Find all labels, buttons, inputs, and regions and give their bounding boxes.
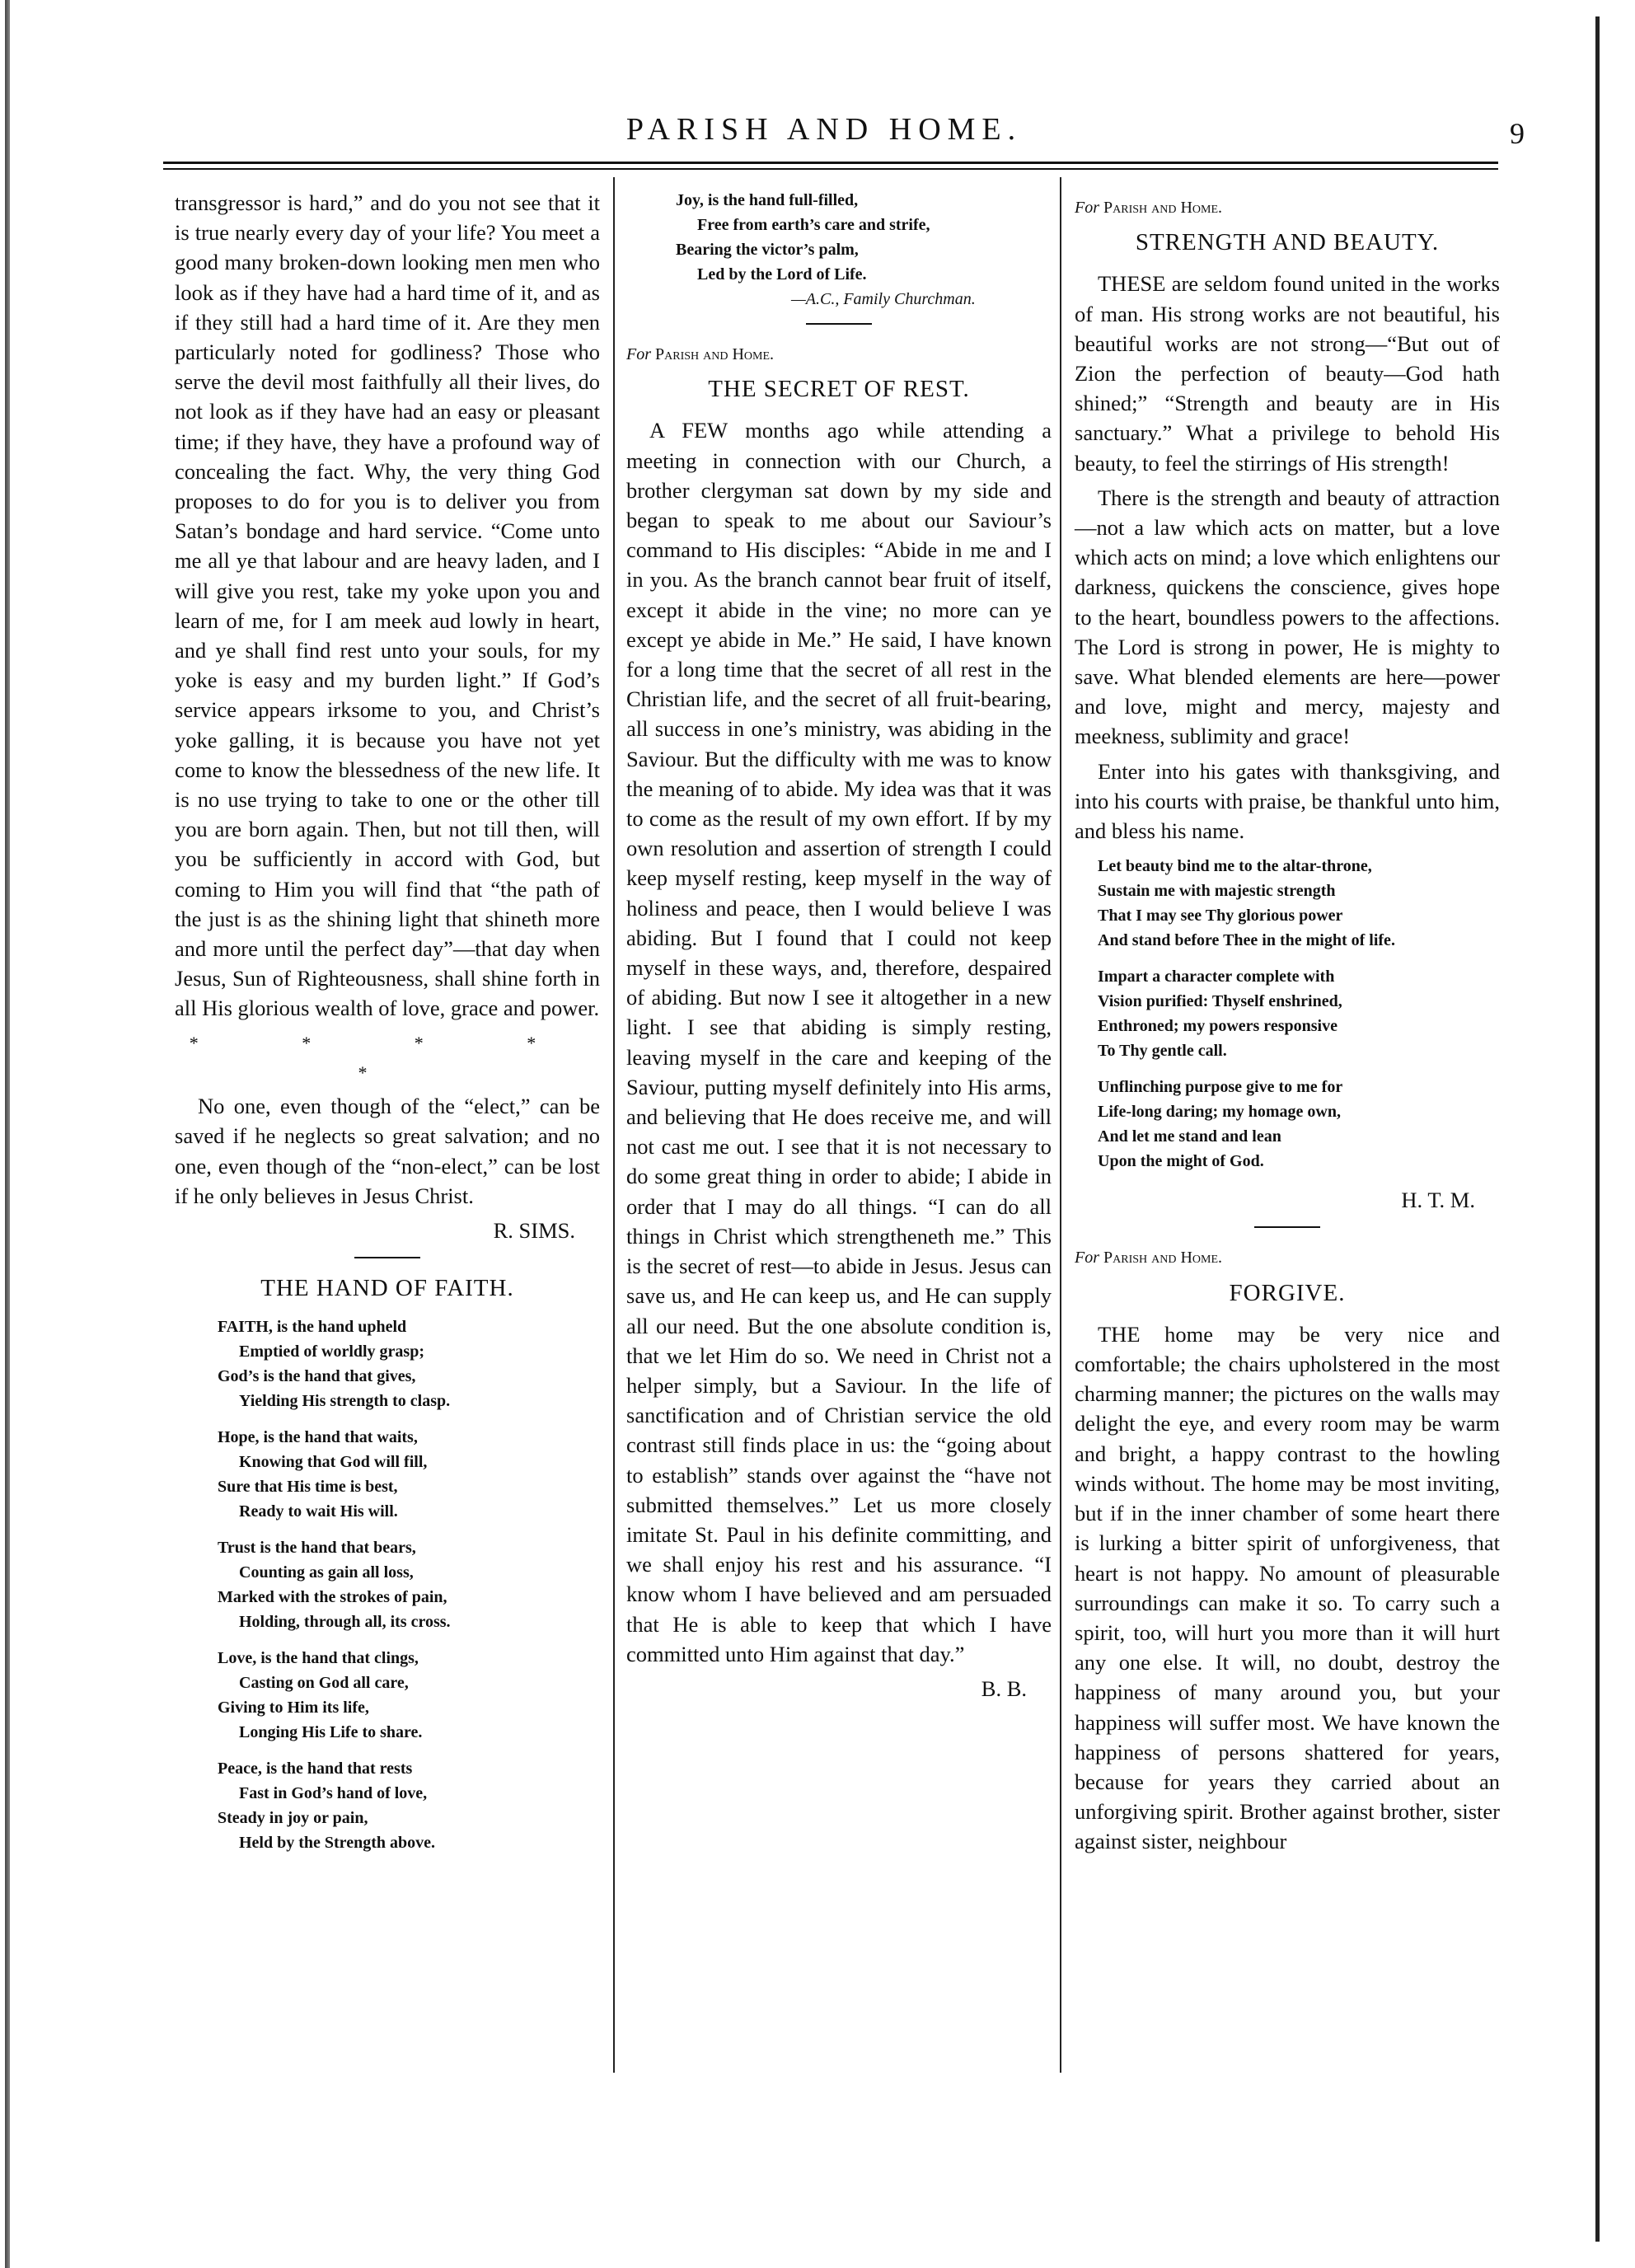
article-title: FORGIVE. — [1229, 1279, 1346, 1306]
poem-line: Marked with the strokes of pain, — [218, 1588, 447, 1607]
poem-line: Sure that His time is best, — [218, 1478, 398, 1497]
paragraph: THE home may be very nice and comfortable; the chairs upholstered in the most charming manner; the pictures on the walls may delight the eye, and every room may be warm and bright, a happy contrast to the howling winds without. The home may be most inviting, but if in the inner chamber of some heart there is lurking a bitter spirit of unforgiveness, that heart is not happy. No amount of pleasurable surroundings can make it so. To carry such a spirit, too, will hurt you more than it will hurt any one else. It will, no doubt, destroy the happiness of many around you, but your happiness will suffer most. We have known the happiness of persons shattered for years, because for years they carried about an unforgiving spirit. Brother against brother, sister against sister, neighbour — [1075, 1321, 1500, 1854]
poem-line: Upon the might of God. — [1098, 1152, 1264, 1171]
poem-line: Enthroned; my powers responsive — [1098, 1017, 1338, 1036]
poem-line: Unflinching purpose give to me for — [1098, 1078, 1343, 1097]
author-signature: R. SIMS. — [493, 1217, 575, 1243]
source-prefix: For — [626, 345, 651, 363]
source-prefix: For — [1075, 1249, 1099, 1268]
source-publication: Parish and Home. — [1103, 1249, 1223, 1268]
poem-line: Hope, is the hand that waits, — [218, 1428, 418, 1447]
column-2 — [626, 188, 1052, 1710]
poem-line: Peace, is the hand that rests — [218, 1760, 413, 1778]
article-title: STRENGTH AND BEAUTY. — [1135, 229, 1440, 256]
author-signature: B. B. — [981, 1675, 1027, 1701]
source-publication: Parish and Home. — [1103, 199, 1223, 217]
section-source — [1075, 1243, 1500, 1272]
stanza — [1098, 854, 1500, 953]
poem-title: THE HAND OF FAITH. — [260, 1275, 514, 1302]
stanza — [1098, 964, 1500, 1063]
scan-edge-right — [1595, 16, 1600, 2242]
poem-hand-of-faith — [175, 1314, 600, 1855]
poem-line: Life-long daring; my homage own, — [1098, 1103, 1341, 1122]
scan-edge-left — [5, 0, 10, 2268]
poem-line: Led by the Lord of Life. — [697, 265, 867, 284]
poem-line: Vision purified: Thyself enshrined, — [1098, 992, 1342, 1011]
poem-line: Free from earth’s care and strife, — [697, 216, 930, 234]
poem-line: Emptied of worldly grasp; — [239, 1343, 424, 1361]
poem-line: Knowing that God will fill, — [239, 1453, 428, 1472]
poem-line: And stand before Thee in the might of life. — [1098, 931, 1395, 950]
column-3 — [1075, 188, 1500, 1862]
stanza — [218, 1425, 600, 1524]
column-1 — [175, 188, 600, 1867]
poem-line: Yielding His strength to clasp. — [239, 1392, 451, 1411]
divider — [354, 1257, 420, 1258]
poem-strength-beauty — [1075, 854, 1500, 1174]
poem-line: Giving to Him its life, — [218, 1699, 369, 1717]
poem-line: Bearing the victor’s palm, — [676, 241, 859, 259]
stanza — [218, 1314, 600, 1413]
poem-line: Ready to wait His will. — [239, 1502, 398, 1521]
section-source — [1075, 193, 1500, 223]
poem-line: FAITH, is the hand upheld — [218, 1318, 407, 1337]
poem-line: Casting on God all care, — [239, 1674, 409, 1693]
paragraph: There is the strength and beauty of attraction—not a law which acts on matter, but a love which acts on mind; a love which enlightens our darkness, quickens the conscience, gives hope to the heart, boundless powers to the affections. The Lord is strong in power, He is mighty to save. What blended elements are here—power and love, might and mercy, majesty and meekness, sublimity and grace! — [1075, 485, 1500, 749]
stanza — [218, 1535, 600, 1634]
poem-line: Joy, is the hand full-filled, — [676, 191, 859, 209]
poem-line: Held by the Strength above. — [239, 1834, 435, 1853]
stanza — [218, 1646, 600, 1745]
poem-line: God’s is the hand that gives, — [218, 1367, 416, 1386]
stanza — [1098, 1075, 1500, 1174]
poem-line: And let me stand and lean — [1098, 1127, 1281, 1146]
source-prefix: For — [1075, 199, 1099, 217]
paragraph: THESE are seldom found united in the works of man. His strong works are not beautiful, his beautiful works are not strong—“But out of Zion the perfection of beauty—God hath shined;” “Strength and beauty are in His sanctuary.” What a privilege to behold His beauty, to feel the stirrings of His strength! — [1075, 271, 1500, 476]
section-break: * * * * * — [189, 1032, 586, 1083]
poem-line: Steady in joy or pain, — [218, 1809, 368, 1828]
stanza — [218, 1756, 600, 1855]
paragraph: Enter into his gates with thanksgiving, and into his courts with praise, be thankful unto him, and bless his name. — [1075, 758, 1500, 844]
poem-line: Let beauty bind me to the altar-throne, — [1098, 857, 1372, 876]
paragraph: transgressor is hard,” and do you not see that it is true nearly every day of your life? You meet a good many broken-down looking men men who look as if they have had a hard time of it, and as if they still had a hard time of it. Are they men particularly noted for godliness? Those who serve the devil most faithfully all their lives, do not look as if they have had an easy or pleasant time; if they have, they have a profound way of concealing the fact. Why, the very thing God proposes to do for you is to deliver you from Satan’s bondage and hard service. “Come unto me all ye that labour and are heavy laden, and I will give you rest, take my yoke upon you and learn of me, for I am meek aud lowly in heart, and ye shall find rest unto your souls, for my yoke is easy and my burden light.” If God’s service appears irksome to you, and Christ’s yoke galling, it is because you have not yet come to know the blessedness of the new life. It is no use trying to take to one or the other till you are born again. Then, but not till then, will you be sufficiently in accord with God, but coming to Him you will find that “the path of the just is as the shining light that shineth more and more until the perfect day”—that day when Jesus, Sun of Righteousness, shall shine forth in all His glorious wealth of love, grace and power. — [175, 190, 600, 1021]
column-divider-2 — [1060, 177, 1061, 2073]
article-title: THE SECRET OF REST. — [708, 376, 970, 403]
poem-line: Trust is the hand that bears, — [218, 1539, 416, 1558]
source-publication: Parish and Home. — [655, 345, 775, 363]
paragraph: No one, even though of the “elect,” can be saved if he neglects so great salvation; and no one, even though of the “non-elect,” can be lost if he only believes in Jesus Christ. — [175, 1094, 600, 1208]
poem-signature: H. T. M. — [1401, 1188, 1475, 1213]
page-number: 9 — [1510, 117, 1525, 150]
section-source — [626, 340, 1052, 369]
page-header — [165, 111, 1525, 161]
poem-line: Holding, through all, its cross. — [239, 1613, 451, 1632]
poem-line: That I may see Thy glorious power — [1098, 907, 1343, 925]
poem-line: Counting as gain all loss, — [239, 1563, 414, 1582]
header-rule-double — [163, 168, 1498, 170]
paragraph: A FEW months ago while attending a meeting in connection with our Church, a brother clergyman sat down by my side and began to speak to me about our Saviour’s command to His disciples: “Abide in me and I in you. As the branch cannot bear fruit of itself, except it abide in the vine; no more can ye except ye abide in Me.” He said, I have known for a long time that the secret of all rest in the Christian life, and the secret of all fruit-bearing, all success in one’s ministry, was abiding in the Saviour. But the difficulty with me was to know the meaning of to abide. My idea was that it was to come as the result of my own effort. If by my own resolution and assertion of strength I could keep myself resting, keep myself in the way of holiness and peace, then I would believe I was abiding. But I found that I could not keep myself in these ways, and, therefore, despaired of abiding. But now I see it altogether in a new light. I see that abiding is simply resting, leaving myself in the care and keeping of the Saviour, putting myself definitely into His arms, and believing that He does receive me, and will not cast me out. I see that it is not necessary to do some great thing in order to abide; I abide in order that I may do all things. “I can do all things in Christ which strengtheneth me.” This is the secret of rest—to abide in Jesus. Jesus can save us, and He can keep us, and He can supply all our need. But the one absolute condition is, that we let Him do so. We need in Christ not a helper simply, but a Saviour. In the life of sanctification and of Christian service the old contrast still finds place in us: the “going about to establish” stands over against the “have not submitted themselves.” Let us more closely imitate St. Paul in his definite committing, and we shall enjoy his rest and his assurance. “I know whom I have believed and am persuaded that He is able to keep that which I have committed unto Him against that day.” — [626, 418, 1052, 1666]
column-divider-1 — [613, 177, 615, 2073]
poem-line: To Thy gentle call. — [1098, 1042, 1227, 1061]
poem-line: Love, is the hand that clings, — [218, 1649, 419, 1668]
divider — [806, 323, 872, 325]
page-title: PARISH AND HOME. — [625, 112, 1023, 147]
poem-credit: —A.C., Family Churchman. — [791, 290, 976, 308]
poem-line: Fast in God’s hand of love, — [239, 1784, 428, 1803]
poem-line: Impart a character complete with — [1098, 968, 1335, 986]
poem-line: Longing His Life to share. — [239, 1723, 423, 1742]
poem-line: Sustain me with majestic strength — [1098, 882, 1336, 901]
divider — [1254, 1226, 1320, 1228]
poem-hand-of-faith-continued — [626, 188, 1052, 312]
header-rule — [163, 162, 1498, 164]
